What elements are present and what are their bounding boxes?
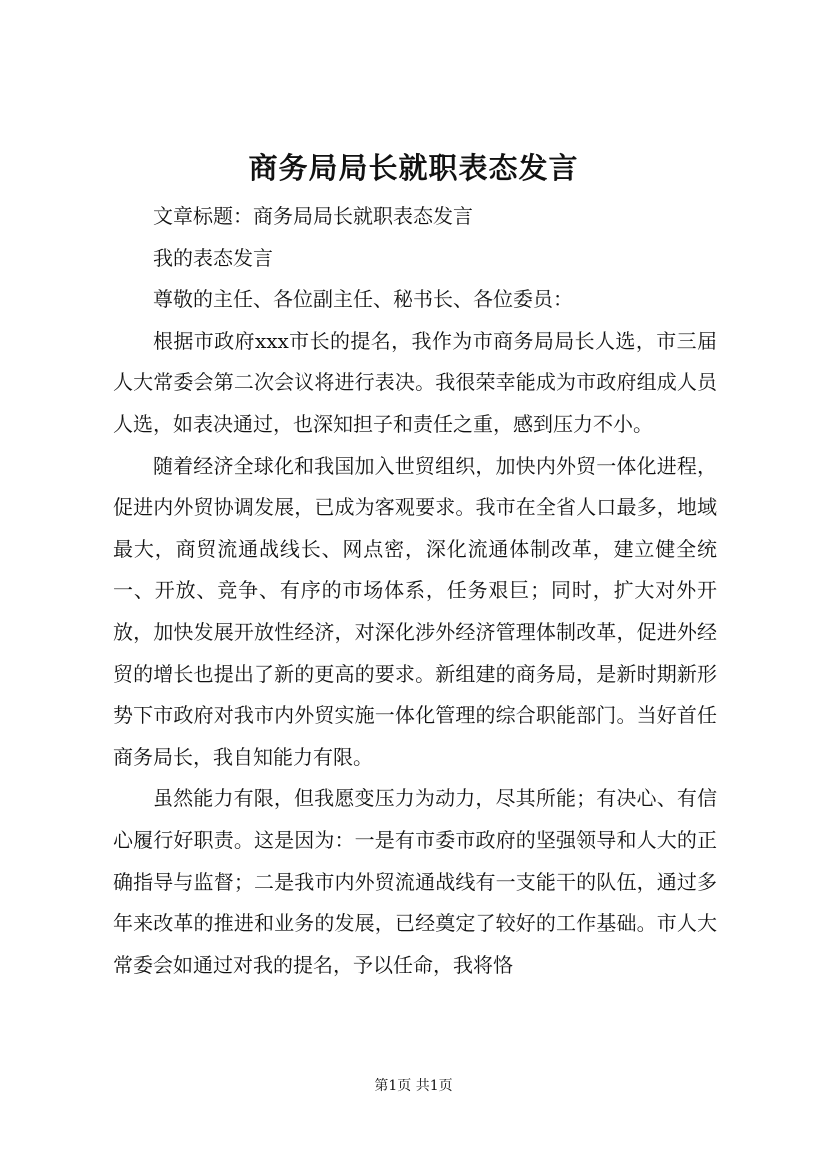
subtitle-line: 我的表态发言 bbox=[153, 245, 273, 270]
paragraph-1: 根据市政府xxx市长的提名，我作为市商务局局长人选，市三届人大常委会第二次会议将进行表决。我很荣幸能成为市政府组成人员人选，如表决通过，也深知担子和责任之重，感到压力不小。 bbox=[113, 328, 717, 436]
article-title-line: 文章标题：商务局局长就职表态发言 bbox=[153, 204, 473, 228]
document-title: 商务局局长就职表态发言 bbox=[248, 151, 579, 185]
paragraph-3: 虽然能力有限，但我愿变压力为动力，尽其所能；有决心、有信心履行好职责。这是因为：一是有市委市政府的坚强领导和人大的正确指导与监督；二是我市内外贸流通战线有一支能干的队伍，通过多年来改革的推进和业务的发展，已经奠定了较好的工作基础。市人大常委会如通过对我的提名，予以任命，我将恪 bbox=[113, 786, 717, 977]
salutation: 尊敬的主任、各位副主任、秘书长、各位委员： bbox=[153, 287, 573, 312]
page-number-footer: 第1页 共1页 bbox=[374, 1078, 453, 1094]
document-body bbox=[113, 196, 717, 986]
paragraph-2: 随着经济全球化和我国加入世贸组织，加快内外贸一体化进程，促进内外贸协调发展，已成为客观要求。我市在全省人口最多，地域最大，商贸流通战线长、网点密，深化流通体制改革，建立健全统一、开放、竞争、有序的市场体系，任务艰巨；同时，扩大对外开放，加快发展开放性经济，对深化涉外经济管理体制改革，促进外经贸的增长也提出了新的更高的要求。新组建的商务局，是新时期新形势下市政府对我市内外贸实施一体化管理的综合职能部门。当好首任商务局长，我自知能力有限。 bbox=[113, 453, 717, 769]
